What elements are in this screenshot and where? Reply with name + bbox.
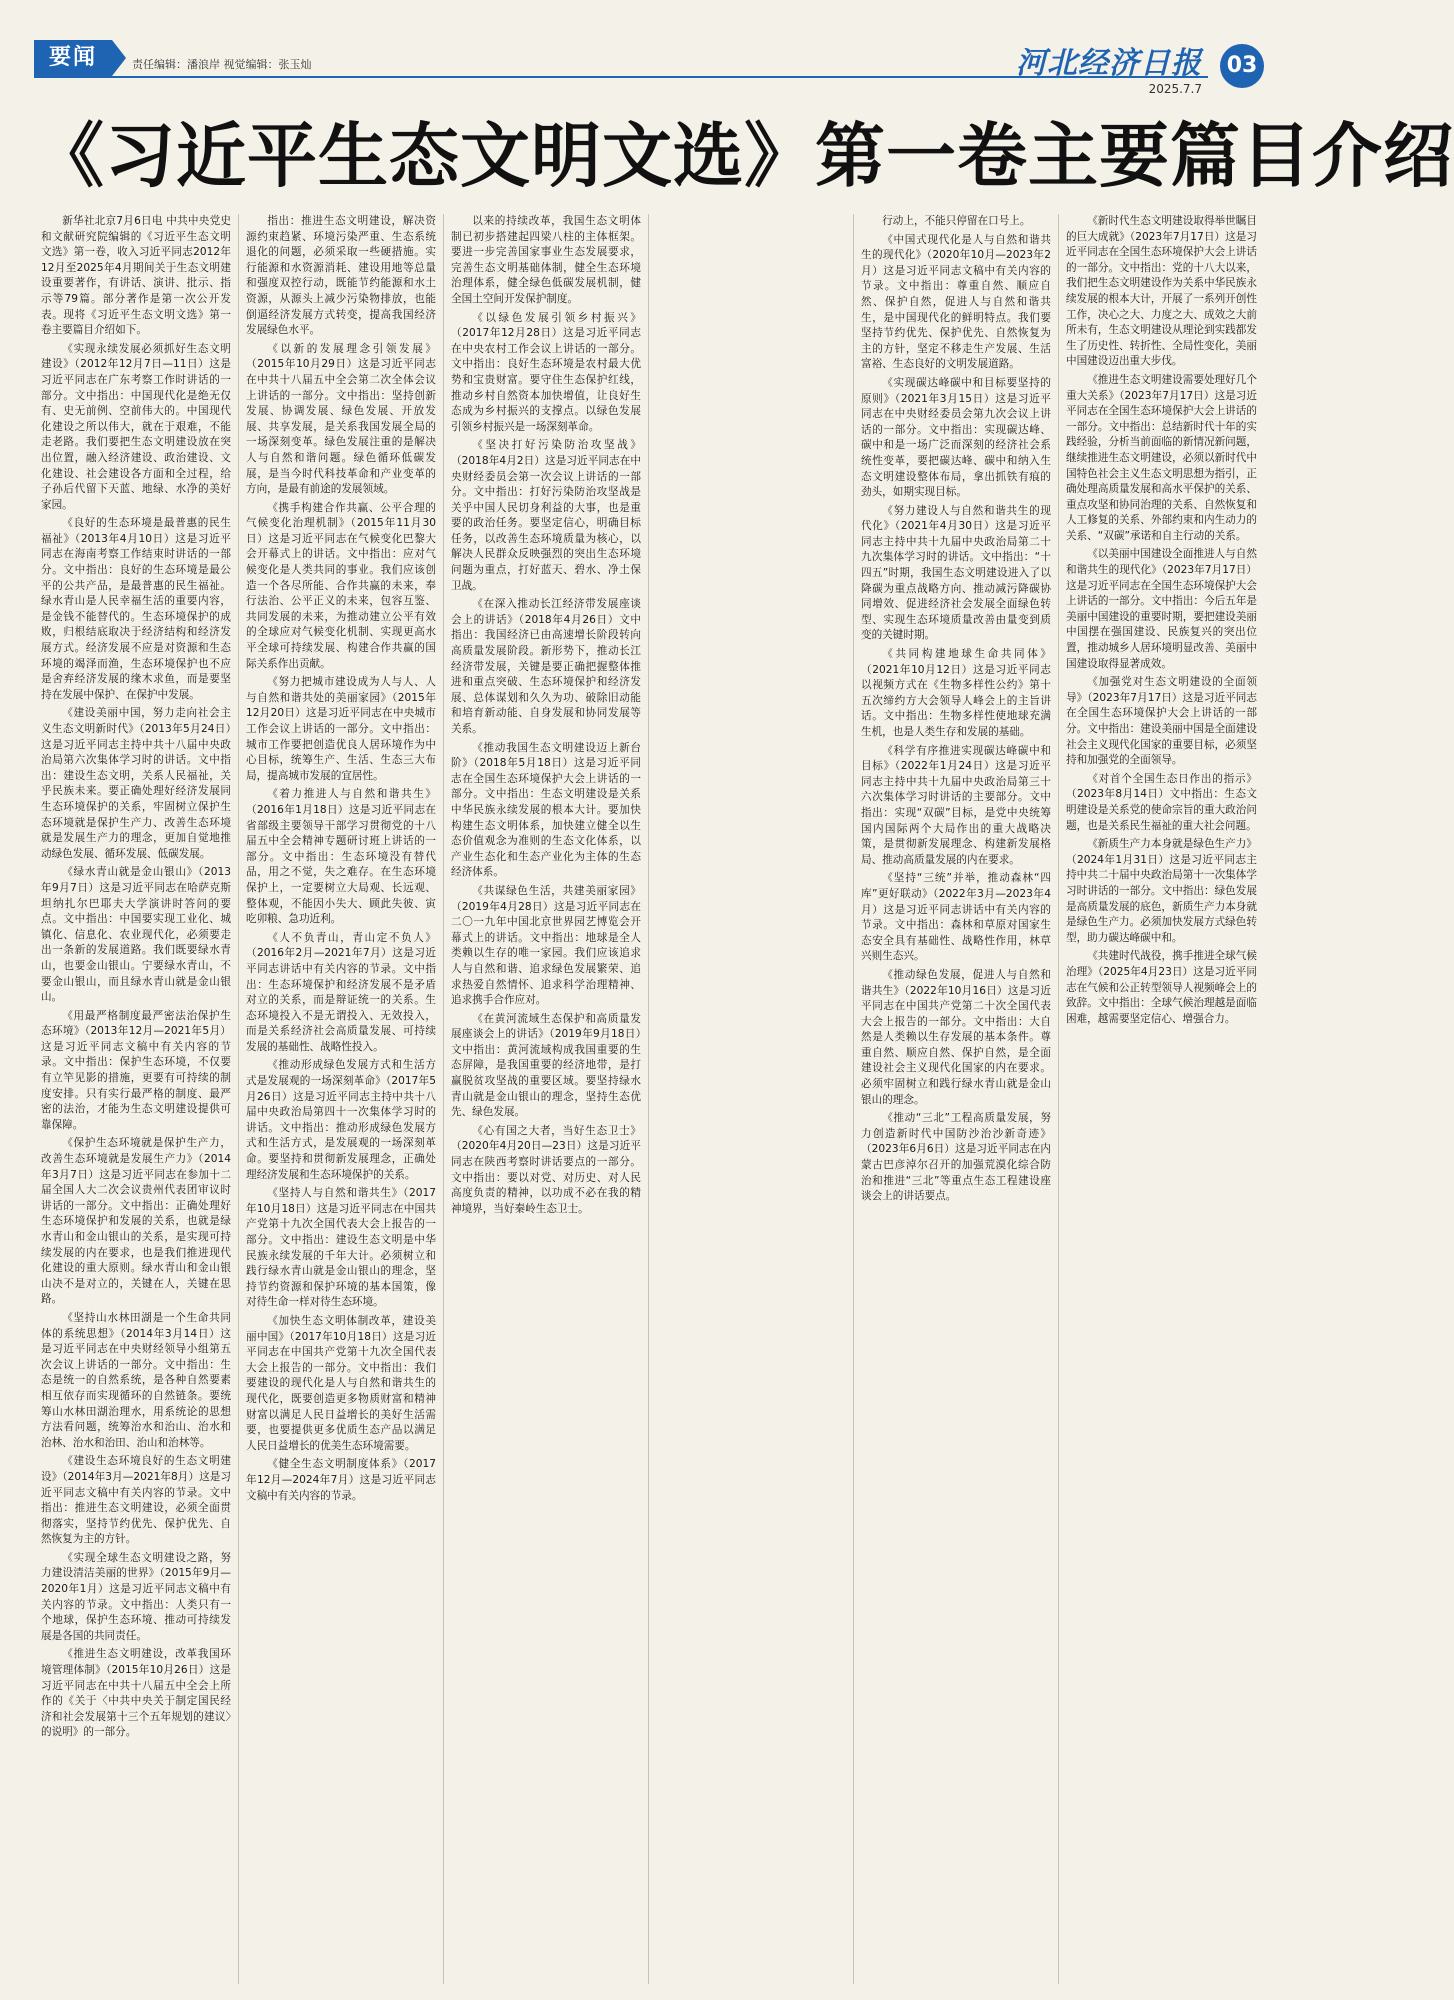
article-paragraph: 《新质生产力本身就是绿色生产力》（2024年1月31日）这是习近平同志主持中共二十届中央政治局第十一次集体学习时讲话的一部分。文中指出：绿色发展是高质量发展的底色，新质生产力本身就是绿色生产力。必须加快发展方式绿色转型，助力碳达峰碳中和。 bbox=[1066, 838, 1257, 944]
article-column bbox=[34, 214, 239, 1984]
article-paragraph: 行动上，不能只停留在口号上。 bbox=[882, 215, 1031, 227]
article-paragraph: 《携手构建合作共赢、公平合理的气候变化治理机制》（2015年11月30日）这是习近平同志在气候变化巴黎大会开幕式上的讲话。文中指出：应对气候变化是人类共同的事业。我们应该创造一个各尽所能、合作共赢的未来，奉行法治、公平正义的未来，包容互鉴、共同发展的未来，为推动建立公平有效的全球应对气候变化机制、实现更高水平全球可持续发展、构建合作共赢的国际关系作出贡献。 bbox=[246, 501, 436, 670]
issue-date: 2025.7.7 bbox=[1148, 82, 1202, 96]
article-paragraph: 《推动“三北”工程高质量发展，努力创造新时代中国防沙治沙新奇迹》（2023年6月6日）这是习近平同志在内蒙古巴彦淖尔召开的加强荒漠化综合防治和推进“三北”等重点生态工程建设座谈会上的讲话要点。 bbox=[861, 1112, 1051, 1203]
article-paragraph: 《推动我国生态文明建设迈上新台阶》（2018年5月18日）这是习近平同志在全国生态环境保护大会上讲话的一部分。文中指出：生态文明建设是关系中华民族永续发展的根本大计。要加快构建生态文明体系，加快建立健全以生态价值观念为准则的生态文化体系，以产业生态化和生态产业化为主体的生态经济体系。 bbox=[451, 741, 641, 879]
article-column bbox=[1059, 214, 1264, 1984]
article-paragraph: 《实现全球生态文明建设之路，努力建设清洁美丽的世界》（2015年9月—2020年1月）这是习近平同志文稿中有关内容的节录。文中指出：人类只有一个地球，保护生态环境、推动可持续发展是各国的共同责任。 bbox=[41, 1551, 231, 1642]
article-paragraph: 《健全生态文明制度体系》（2017年12月—2024年7月）这是习近平同志文稿中有关内容的节录。 bbox=[246, 1458, 436, 1502]
article-paragraph: 《推进生态文明建设，改革我国环境管理体制》（2015年10月26日）这是习近平同志在中共十八届五中全会上所作的《关于〈中共中央关于制定国民经济和社会发展第十三个五年规划的建议〉的说明》的一部分。 bbox=[41, 1648, 231, 1739]
article-paragraph: 《在深入推动长江经济带发展座谈会上的讲话》（2018年4月26日）文中指出：我国经济已由高速增长阶段转向高质量发展阶段。新形势下，推动长江经济带发展，关键是要正确把握整体推进和重点突破、生态环境保护和经济发展、总体谋划和久久为功、破除旧动能和培育新动能、自身发展和协同发展等关系。 bbox=[451, 598, 641, 735]
article-column bbox=[854, 214, 1059, 1984]
section-tab: 要闻 bbox=[34, 40, 112, 76]
editors-credit: 责任编辑：潘浪岸 视觉编辑：张玉灿 bbox=[132, 58, 312, 71]
page-number-badge: 03 bbox=[1220, 44, 1264, 88]
article-column bbox=[649, 214, 854, 1984]
article-paragraph: 《以绿色发展引领乡村振兴》（2017年12月28日）这是习近平同志在中央农村工作会议上讲话的一部分。文中指出：良好生态环境是农村最大优势和宝贵财富。要守住生态保护红线，推动乡村自然资本加快增值，让良好生态成为乡村振兴的支撑点。以绿色发展引领乡村振兴是一场深刻革命。 bbox=[451, 311, 641, 433]
article-paragraph: 《实现碳达峰碳中和目标要坚持的原则》（2021年3月15日）这是习近平同志在中央财经委员会第九次会议上讲话的一部分。文中指出：实现碳达峰、碳中和是一场广泛而深刻的经济社会系统性变革，要把碳达峰、碳中和纳入生态文明建设整体布局，拿出抓铁有痕的劲头，如期实现目标。 bbox=[861, 376, 1051, 499]
article-paragraph: 《坚决打好污染防治攻坚战》（2018年4月2日）这是习近平同志在中央财经委员会第一次会议上讲话的一部分。文中指出：打好污染防治攻坚战是关乎中国人民切身利益的大事，也是重要的政治任务。要坚定信心，明确目标任务，以改善生态环境质量为核心，以解决人民群众反映强烈的突出生态环境问题为重点，打好蓝天、碧水、净土保卫战。 bbox=[451, 439, 641, 592]
article-paragraph: 《共建时代战役，携手推进全球气候治理》（2025年4月23日）这是习近平同志在气候和公正转型领导人视频峰会上的致辞。文中指出：全球气候治理越是面临困难，越需要坚定信心、增强合力。 bbox=[1066, 950, 1257, 1025]
article-paragraph: 《用最严格制度最严密法治保护生态环境》（2013年12月—2021年5月）这是习近平同志文稿中有关内容的节录。文中指出：保护生态环境，不仅要有立竿见影的措施，更要有可持续的制度安排。只有实行最严格的制度、最严密的法治，才能为生态文明建设提供可靠保障。 bbox=[41, 1009, 231, 1131]
article-column bbox=[239, 214, 444, 1984]
article-paragraph: 《在黄河流域生态保护和高质量发展座谈会上的讲话》（2019年9月18日）文中指出：黄河流域构成我国重要的生态屏障，是我国重要的经济地带，是打赢脱贫攻坚战的重要区域。要坚持绿水青山就是金山银山的理念，坚持生态优先、绿色发展。 bbox=[451, 1012, 641, 1119]
article-paragraph: 《推动绿色发展，促进人与自然和谐共生》（2022年10月16日）这是习近平同志在中国共产党第二十次全国代表大会上报告的一部分。文中指出：大自然是人类赖以生存发展的基本条件。尊重自然、顺应自然、保护自然，是全面建设社会主义现代化国家的内在要求。必须牢固树立和践行绿水青山就是金山银山的理念。 bbox=[861, 968, 1051, 1106]
article-paragraph: 《推进生态文明建设需要处理好几个重大关系》（2023年7月17日）这是习近平同志在全国生态环境保护大会上讲话的一部分。文中指出：总结新时代十年的实践经验，分析当前面临的新情况新问题，继续推进生态文明建设，必须以新时代中国特色社会主义生态文明思想为指引，正确处理高质量发展和高水平保护的关系、重点攻坚和协同治理的关系、自然恢复和人工修复的关系、外部约束和内生动力的关系、“双碳”承诺和自主行动的关系。 bbox=[1066, 373, 1257, 542]
article-paragraph: 《以新的发展理念引领发展》（2015年10月29日）这是习近平同志在中共十八届五中全会第二次全体会议上讲话的一部分。文中指出：坚持创新发展、协调发展、绿色发展、开放发展、共享发展，是关系我国发展全局的一场深刻变革。绿色发展注重的是解决人与自然和谐问题。绿色循环低碳发展，是当今时代科技革命和产业变革的方向，是最有前途的发展领域。 bbox=[246, 342, 436, 496]
article-paragraph: 《共谋绿色生活，共建美丽家园》（2019年4月28日）这是习近平同志在二〇一九年中国北京世界园艺博览会开幕式上的讲话。文中指出：地球是全人类赖以生存的唯一家园。我们应该追求人与自然和谐、追求绿色发展繁荣、追求热爱自然情怀、追求科学治理精神、追求携手合作应对。 bbox=[451, 884, 641, 1007]
article-paragraph: 《保护生态环境就是保护生产力，改善生态环境就是发展生产力》（2014年3月7日）这是习近平同志在参加十二届全国人大二次会议贵州代表团审议时讲话的一部分。文中指出：正确处理好生态环境保护和发展的关系，也就是绿水青山和金山银山的关系，是实现可持续发展的内在要求，也是我们推进现代化建设的重大原则。绿水青山和金山银山决不是对立的，关键在人，关键在思路。 bbox=[41, 1137, 231, 1306]
page-headline: 《习近平生态文明文选》第一卷主要篇目介绍 bbox=[34, 114, 1454, 197]
article-paragraph: 《共同构建地球生命共同体》（2021年10月12日）这是习近平同志以视频方式在《生物多样性公约》第十五次缔约方大会领导人峰会上的主旨讲话。文中指出：生物多样性使地球充满生机，也是人类生存和发展的基础。 bbox=[861, 648, 1051, 738]
article-paragraph: 《建设生态环境良好的生态文明建设》（2014年3月—2021年8月）这是习近平同志文稿中有关内容的节录。文中指出：推进生态文明建设，必须全面贯彻落实，坚持节约优先、保护优先、自然恢复为主的方针。 bbox=[41, 1455, 231, 1546]
article-paragraph: 《人不负青山，青山定不负人》（2016年2月—2021年7月）这是习近平同志讲话中有关内容的节录。文中指出：生态环境保护和经济发展不是矛盾对立的关系，而是辩证统一的关系。生态环境投入不是无谓投入、无效投入，而是关系经济社会高质量发展、可持续发展的基础性、战略性投入。 bbox=[246, 931, 436, 1053]
article-paragraph: 《绿水青山就是金山银山》（2013年9月7日）这是习近平同志在哈萨克斯坦纳扎尔巴耶夫大学演讲时答问的要点。文中指出：中国要实现工业化、城镇化、信息化、农业现代化，必须要走出一条新的发展道路。我们既要绿水青山，也要金山银山。宁要绿水青山，不要金山银山，而且绿水青山就是金山银山。 bbox=[41, 866, 231, 1004]
article-paragraph: 《新时代生态文明建设取得举世瞩目的巨大成就》（2023年7月17日）这是习近平同志在全国生态环境保护大会上讲话的一部分。文中指出：党的十八大以来，我们把生态文明建设作为关系中华民族永续发展的根本大计，开展了一系列开创性工作，决心之大、力度之大、成效之大前所未有，生态文明建设从理论到实践都发生了历史性、转折性、全局性变化，美丽中国建设迈出重大步伐。 bbox=[1066, 215, 1257, 368]
article-paragraph: 以来的持续改革，我国生态文明体制已初步搭建起四梁八柱的主体框架。要进一步完善国家事业生态发展要求，完善生态文明基础体制，健全生态环境治理体系，健全绿色低碳发展机制，健全国土空间开发保护制度。 bbox=[451, 215, 641, 305]
article-paragraph: 新华社北京7月6日电 中共中央党史和文献研究院编辑的《习近平生态文明文选》第一卷，收入习近平同志2012年12月至2025年4月期间关于生态文明建设重要著作，有讲话、演讲、批示、指示等79篇。部分著作是第一次公开发表。现将《习近平生态文明文选》第一卷主要篇目介绍如下。 bbox=[41, 215, 231, 337]
article-paragraph: 《努力建设人与自然和谐共生的现代化》（2021年4月30日）这是习近平同志主持中共十九届中央政治局第二十九次集体学习时的讲话。文中指出：“十四五”时期，我国生态文明建设进入了以降碳为重点战略方向、推动减污降碳协同增效、促进经济社会发展全面绿色转型、实现生态环境质量改善由量变到质变的关键时期。 bbox=[861, 504, 1051, 642]
article-paragraph: 《心有国之大者，当好生态卫士》（2020年4月20日—23日）这是习近平同志在陕西考察时讲话要点的一部分。文中指出：要以对党、对历史、对人民高度负责的精神，以功成不必在我的精神境界，当好秦岭生态卫士。 bbox=[451, 1124, 641, 1215]
page-header bbox=[0, 0, 1298, 110]
article-paragraph: 《坚持“三统”并举，推动森林“四库”更好联动》（2022年3月—2023年4月）这是习近平同志讲话中有关内容的节录。文中指出：森林和草原对国家生态安全具有基础性、战略性作用，林草兴则生态兴。 bbox=[861, 872, 1051, 963]
article-paragraph: 《推动形成绿色发展方式和生活方式是发展观的一场深刻革命》（2017年5月26日）这是习近平同志主持中共十八届中央政治局第四十一次集体学习时的讲话。文中指出：推动形成绿色发展方式和生活方式，是发展观的一场深刻革命。要坚持和贯彻新发展理念，正确处理经济发展和生态环境保护的关系。 bbox=[246, 1059, 436, 1181]
article-paragraph: 《良好的生态环境是最普惠的民生福祉》（2013年4月10日）这是习近平同志在海南考察工作结束时讲话的一部分。文中指出：良好的生态环境是最公平的公共产品，是最普惠的民生福祉。绿水青山是人民幸福生活的重要内容，是金钱不能替代的。生态环境保护的成败，归根结底取决于经济结构和经济发展方式。经济发展不应是对资源和生态环境的竭泽而渔，生态环境保护也不应是舍弃经济发展的缘木求鱼，而是要坚持在发展中保护、在保护中发展。 bbox=[41, 517, 231, 701]
article-paragraph: 《加快生态文明体制改革，建设美丽中国》（2017年10月18日）这是习近平同志在中国共产党第十九次全国代表大会上报告的一部分。文中指出：我们要建设的现代化是人与自然和谐共生的现代化，既要创造更多物质财富和精神财富以满足人民日益增长的美好生活需要，也要提供更多优质生态产品以满足人民日益增长的优美生态环境需要。 bbox=[246, 1314, 436, 1452]
article-body bbox=[34, 214, 1264, 1984]
article-paragraph: 《实现永续发展必须抓好生态文明建设》（2012年12月7日—11日）这是习近平同志在广东考察工作时讲话的一部分。文中指出：中国现代化是绝无仅有、史无前例、空前伟大的。中国现代化建设之所以伟大，就在于艰难，不能走老路。我们要把生态文明建设放在突出位置，融入经济建设、政治建设、文化建设、社会建设各方面和全过程，给子孙后代留下天蓝、地绿、水净的美好家园。 bbox=[41, 342, 231, 511]
article-paragraph: 《坚持人与自然和谐共生》（2017年10月18日）这是习近平同志在中国共产党第十九次全国代表大会上报告的一部分。文中指出：建设生态文明是中华民族永续发展的千年大计。必须树立和践行绿水青山就是金山银山的理念，坚持节约资源和保护环境的基本国策，像对待生命一样对待生态环境。 bbox=[246, 1187, 436, 1309]
article-paragraph: 《对首个全国生态日作出的指示》（2023年8月14日）文中指出：生态文明建设是关系党的使命宗旨的重大政治问题，也是关系民生福祉的重大社会问题。 bbox=[1066, 772, 1257, 832]
article-paragraph: 《坚持山水林田湖是一个生命共同体的系统思想》（2014年3月14日）这是习近平同志在中央财经领导小组第五次会议上讲话的一部分。文中指出：生态是统一的自然系统，是各种自然要素相互依存而实现循环的自然链条。要统筹山水林田湖治理水，用系统论的思想方法看问题，统筹治水和治山、治水和治林、治水和治田、治山和治林等。 bbox=[41, 1311, 231, 1449]
article-paragraph: 《着力推进人与自然和谐共生》（2016年1月18日）这是习近平同志在省部级主要领导干部学习贯彻党的十八届五中全会精神专题研讨班上讲话的一部分。文中指出：生态环境没有替代品，用之不觉，失之难存。在生态环境保护上，一定要树立大局观、长远观、整体观，不能因小失大、顾此失彼、寅吃卯粮、急功近利。 bbox=[246, 788, 436, 926]
article-column bbox=[444, 214, 649, 1984]
article-paragraph: 《科学有序推进实现碳达峰碳中和目标》（2022年1月24日）这是习近平同志主持中共十九届中央政治局第三十六次集体学习时讲话的主要部分。文中指出：实现“双碳”目标，是党中央统筹国内国际两个大局作出的重大战略决策，是贯彻新发展理念、构建新发展格局、推动高质量发展的内在要求。 bbox=[861, 744, 1051, 866]
article-paragraph: 《建设美丽中国，努力走向社会主义生态文明新时代》（2013年5月24日）这是习近平同志主持中共十八届中央政治局第六次集体学习时的讲话。文中指出：建设生态文明，关系人民福祉，关乎民族未来。要正确处理好经济发展同生态环境保护的关系，牢固树立保护生态环境就是保护生产力、改善生态环境就是发展生产力的理念，更加自觉地推动绿色发展、循环发展、低碳发展。 bbox=[41, 707, 231, 860]
article-paragraph: 《努力把城市建设成为人与人、人与自然和谐共处的美丽家园》（2015年12月20日）这是习近平同志在中央城市工作会议上讲话的一部分。文中指出：城市工作要把创造优良人居环境作为中心目标，统筹生产、生活、生态三大布局，提高城市发展的宜居性。 bbox=[246, 676, 436, 782]
article-paragraph: 《以美丽中国建设全面推进人与自然和谐共生的现代化》（2023年7月17日）这是习近平同志在全国生态环境保护大会上讲话的一部分。文中指出：今后五年是美丽中国建设的重要时期，要把建设美丽中国摆在强国建设、民族复兴的突出位置，推动城乡人居环境明显改善、美丽中国建设取得显著成效。 bbox=[1066, 548, 1257, 670]
article-paragraph: 指出：推进生态文明建设，解决资源约束趋紧、环境污染严重、生态系统退化的问题，必须采取一些硬措施。实行能源和水资源消耗、建设用地等总量和强度双控行动，既能节约能源和水土资源，从源头上减少污染物排放，也能倒逼经济发展方式转变，提高我国经济发展绿色水平。 bbox=[246, 215, 436, 337]
article-paragraph: 《加强党对生态文明建设的全面领导》（2023年7月17日）这是习近平同志在全国生态环境保护大会上讲话的一部分。文中指出：建设美丽中国是全面建设社会主义现代化国家的重要目标，必须坚持和加强党的全面领导。 bbox=[1066, 676, 1257, 767]
masthead-logo: 河北经济日报 bbox=[1016, 46, 1202, 81]
article-paragraph: 《中国式现代化是人与自然和谐共生的现代化》（2020年10月—2023年2月）这是习近平同志文稿中有关内容的节录。文中指出：尊重自然、顺应自然、保护自然，促进人与自然和谐共生，是中国现代化的鲜明特点。我们要坚持节约优先、保护优先、自然恢复为主的方针，坚定不移走生产发展、生活富裕、生态良好的文明发展道路。 bbox=[861, 233, 1051, 371]
